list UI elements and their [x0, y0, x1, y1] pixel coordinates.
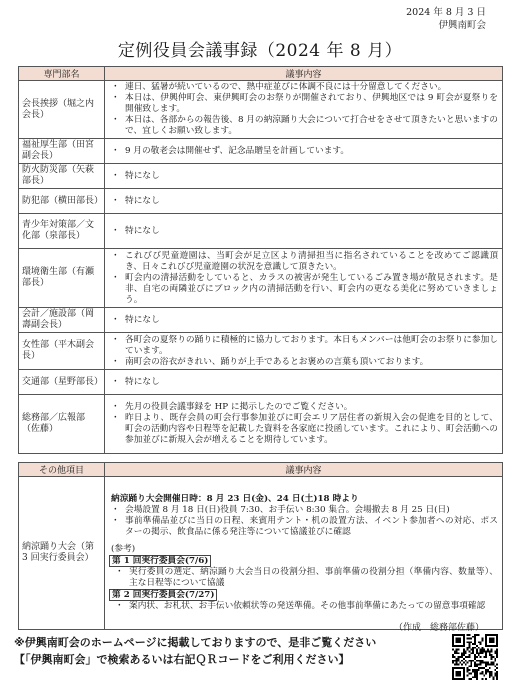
- list-item: ・ 案内状、お札状、お手伝い依頼状等の発送準備。その他事前準備にあたっての留意事項確認: [107, 601, 498, 612]
- table-row: [19, 164, 503, 189]
- footer-notice: [14, 634, 376, 668]
- meeting-1-title: 第 1 回実行委員会(7/6): [109, 555, 211, 567]
- department-content: [105, 81, 503, 139]
- list-item: ・ これびび児童遊園は、当町会が足立区より清掃担当に指名されていることを改めてご認識頂き、日々これびび児童遊園の状況を意識して頂きたい。: [107, 251, 498, 273]
- footer-line-1: ※伊興南町会のホームページに掲載しておりますので、是非ご覧ください: [14, 636, 377, 649]
- document-date: 2024 年 8 月 3 日: [406, 7, 486, 18]
- department-name: 女性部（平木副会長）: [19, 333, 105, 370]
- organization-name: 伊興南町会: [438, 20, 486, 31]
- page-title: 定例役員会議事録（2024 年 8 月）: [117, 41, 403, 61]
- list-item: ・ 特になし: [107, 377, 498, 388]
- event-headline: 納涼踊り大会開催日時：8 月 23 日(金)、24 日(土)18 時より: [111, 494, 359, 504]
- list-item: ・ 先月の役員会議事録を HP に掲示したのでご覧ください。: [107, 402, 498, 413]
- table-row: [19, 214, 503, 249]
- department-content: [105, 249, 503, 308]
- other-items-table: [18, 462, 503, 630]
- list-item: ・ 本日は、各部からの報告後、8 月の納涼踊り大会について打合せをさせて頂きたいと思いますので、宜しくお願い致します。: [107, 115, 498, 137]
- column-header-content: 議事内容: [105, 463, 503, 477]
- table-row: [19, 81, 503, 139]
- department-content: [105, 333, 503, 370]
- footer-line-2: 【「伊興南町会」で検索あるいは右記ＱＲコードをご利用ください】: [14, 653, 350, 666]
- department-name: 青少年対策部／文化部（泉部長）: [19, 214, 105, 249]
- department-name: 環境衛生部（有瀬部長）: [19, 249, 105, 308]
- table-header-row: [19, 463, 503, 477]
- list-item: ・ 会場設置 8 月 18 日(日)役員 7:30、お手伝い 8:30 集合。会場撤去 8 月 25 日(日): [107, 505, 498, 516]
- list-item: ・ 特になし: [107, 226, 498, 237]
- department-content: [105, 370, 503, 395]
- table-row: [19, 189, 503, 214]
- department-content: [105, 164, 503, 189]
- table-row: [19, 477, 503, 630]
- department-name: 交通部（星野部長）: [19, 370, 105, 395]
- list-item: ・ 9 月の敬老会は開催せず、記念品贈呈を計画しています。: [107, 146, 498, 157]
- list-item: ・ 特になし: [107, 171, 498, 182]
- table-header-row: [19, 67, 503, 81]
- department-content: [105, 214, 503, 249]
- meeting-2-list: [107, 601, 498, 612]
- document-header: [406, 6, 486, 32]
- list-item: ・ 町会内の清掃活動をしていると、カラスの被害が発生しているごみ置き場が散見されます。是非、自宅の両隣並びにブロック内の清掃活動を行い、町会内の更なる美化に努めていきましょう。: [107, 273, 498, 306]
- list-item: ・ 特になし: [107, 196, 498, 207]
- list-item: ・ 各町会の夏祭りの踊りに積極的に協力しております。本日もメンバーは他町会のお祭りに参加しています。: [107, 335, 498, 357]
- list-item: ・ 事前準備品並びに当日の日程、来賓用テント・机の設置方法、イベント参加者への対応、ポスターの掲示、飲食品に係る発注等について協議並びに確認: [107, 516, 498, 538]
- department-content: [105, 308, 503, 333]
- department-content: [105, 189, 503, 214]
- department-name: 福祉厚生部（田宮副会長）: [19, 139, 105, 164]
- list-item: ・ 昨日より、既存会員の町会行事参加並びに町会エリア居住者の新規入会の促進を目的として、町会の活動内容や日程等を記載した資料を各家庭に投函しています。これにより、町会活動への参加並びに新規入会が増えることを期待しています。: [107, 413, 498, 446]
- meeting-1-list: [107, 567, 498, 589]
- list-item: ・ 特になし: [107, 315, 498, 326]
- meeting-2-title: 第 2 回実行委員会(7/27): [109, 589, 217, 601]
- item-name: 納涼踊り大会（第 3 回実行委員会）: [19, 477, 105, 630]
- list-item: ・ 本日は、伊興仲町会、東伊興町会のお祭りが開催されており、伊興地区では 9 町会が夏祭りを開催致します。: [107, 93, 498, 115]
- list-item: ・ 実行委員の選定、納涼踊り大会当日の役割分担、事前準備の役割分担（準備内容、数量等）、主な日程等について協議: [107, 567, 498, 589]
- department-rows: [19, 81, 503, 454]
- event-detail-list: [107, 505, 498, 538]
- table-row: [19, 333, 503, 370]
- table-row: [19, 308, 503, 333]
- reference-label: (参考): [111, 544, 136, 554]
- table-row: [19, 370, 503, 395]
- department-name: 会計／施設部（岡壽副会長）: [19, 308, 105, 333]
- table-row: [19, 249, 503, 308]
- department-name: 会長挨拶（堀之内会長）: [19, 81, 105, 139]
- column-header-department: 専門部名: [19, 67, 105, 81]
- department-name: 総務部／広報部（佐藤）: [19, 395, 105, 454]
- qr-code-icon[interactable]: [452, 634, 498, 680]
- department-name: 防犯部（横田部長）: [19, 189, 105, 214]
- item-content: [105, 477, 503, 630]
- list-item: ・ 南町会の浴衣がきれい、踊りが上手であるとお褒めの言葉も頂いております。: [107, 357, 498, 368]
- column-header-content: 議事内容: [105, 67, 503, 81]
- department-report-table: [18, 66, 503, 454]
- table-row: [19, 395, 503, 454]
- author-note: （作成 総務部佐藤）: [393, 623, 484, 633]
- department-name: 防火防災部（矢萩部長）: [19, 164, 105, 189]
- column-header-item: その他項目: [19, 463, 105, 477]
- department-content: [105, 395, 503, 454]
- table-row: [19, 139, 503, 164]
- list-item: ・ 連日、猛暑が続いているので、熱中症並びに体調不良には十分留意してください。: [107, 82, 498, 93]
- department-content: [105, 139, 503, 164]
